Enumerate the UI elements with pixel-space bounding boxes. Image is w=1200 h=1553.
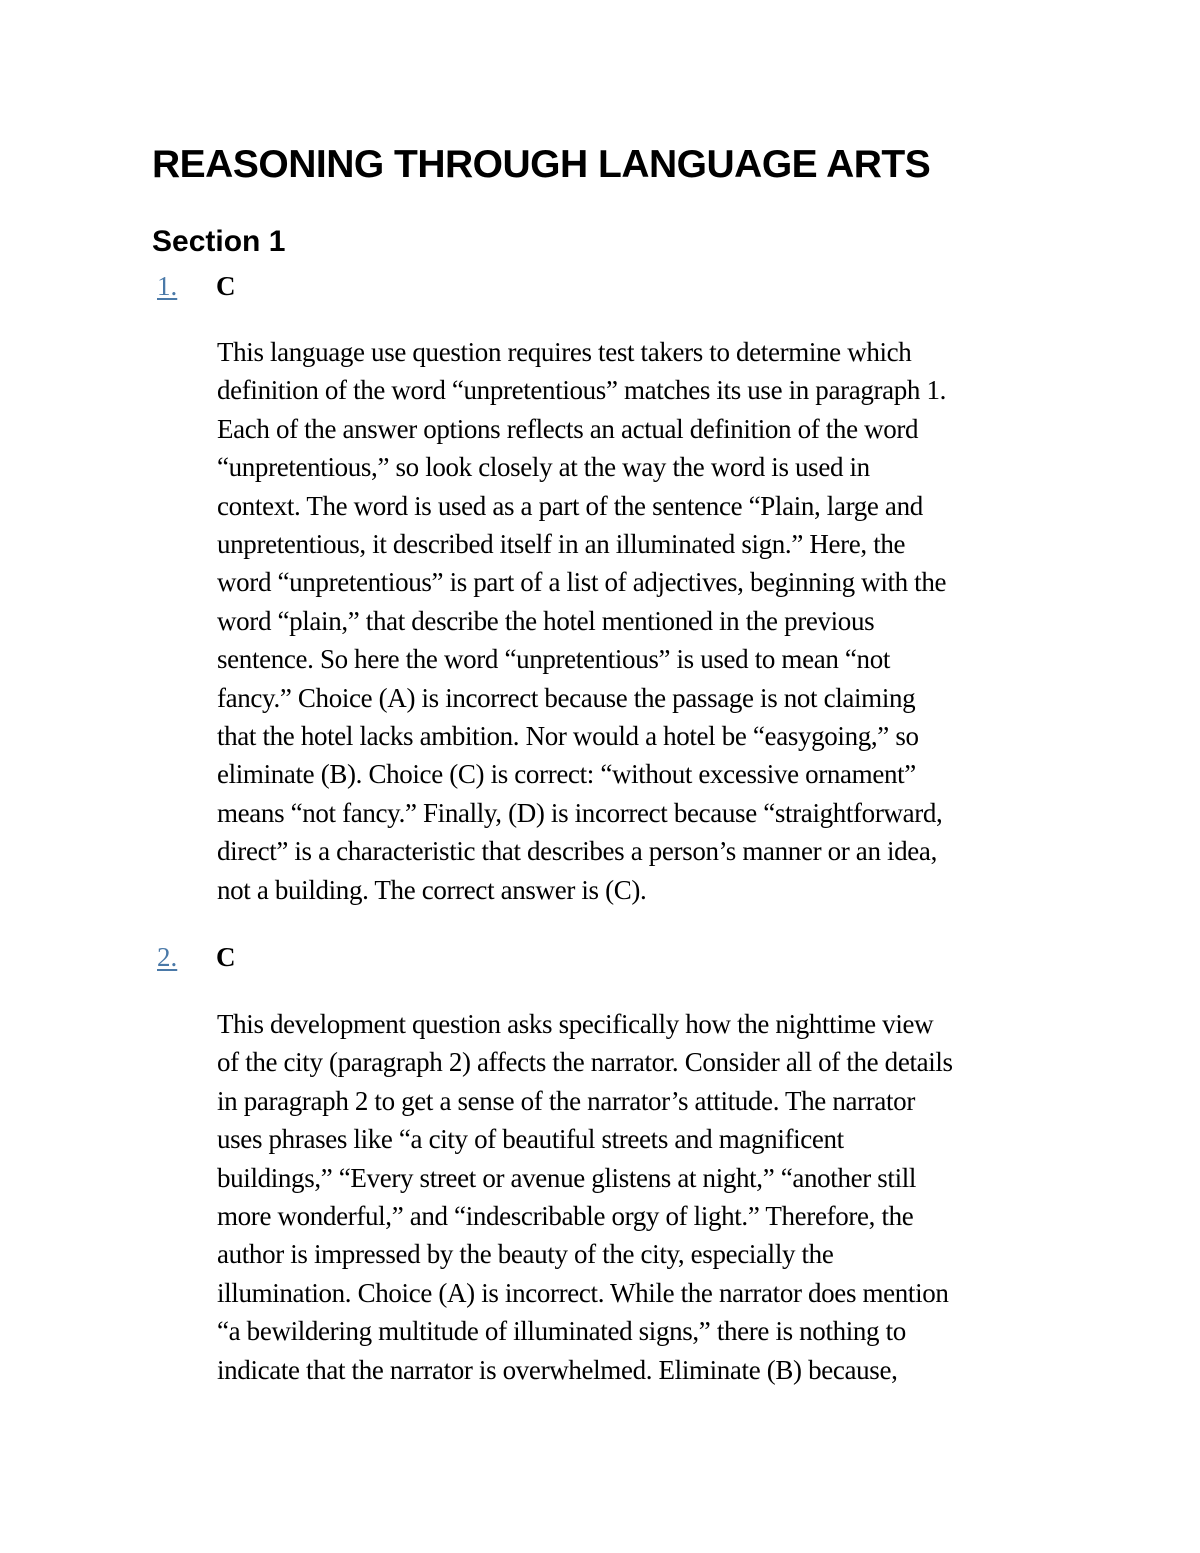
question-2-explanation [217,1005,1077,1389]
explanation-line: means “not fancy.” Finally, (D) is incorrect because “straightforward, [217,797,943,828]
explanation-line: unpretentious, it described itself in an illuminated sign.” Here, the [217,529,906,560]
explanation-line: not a building. The correct answer is (C). [217,874,647,905]
explanation-line: fancy.” Choice (A) is incorrect because the passage is not claiming [217,682,916,713]
explanation-line: “a bewildering multitude of illuminated signs,” there is nothing to [217,1316,906,1347]
question-2-link[interactable]: 2. [157,942,178,972]
explanation-line: word “unpretentious” is part of a list of adjectives, beginning with the [217,567,947,598]
page-title: REASONING THROUGH LANGUAGE ARTS [152,143,931,186]
explanation-line: This development question asks specifically how the nighttime view [217,1009,934,1039]
explanation-line: This language use question requires test takers to determine which [217,337,912,367]
explanation-line: word “plain,” that describe the hotel mentioned in the previous [217,605,875,636]
explanation-line: in paragraph 2 to get a sense of the narrator’s attitude. The narrator [217,1085,915,1116]
explanation-line: definition of the word “unpretentious” matches its use in paragraph 1. [217,375,947,406]
explanation-line: sentence. So here the word “unpretentious” is used to mean “not [217,644,890,675]
question-1-explanation [217,333,1077,909]
explanation-line: more wonderful,” and “indescribable orgy of light.” Therefore, the [217,1201,914,1232]
explanation-line: Each of the answer options reflects an actual definition of the word [217,413,919,444]
explanation-line: author is impressed by the beauty of the city, especially the [217,1239,834,1270]
question-1-answer: C [216,271,236,301]
section-heading: Section 1 [152,225,286,258]
explanation-line: indicate that the narrator is overwhelmed. Eliminate (B) because, [217,1354,898,1385]
explanation-line: uses phrases like “a city of beautiful streets and magnificent [217,1124,844,1155]
explanation-line: eliminate (B). Choice (C) is correct: “without excessive ornament” [217,759,916,790]
question-2-answer: C [216,942,236,972]
explanation-line: context. The word is used as a part of the sentence “Plain, large and [217,490,923,521]
explanation-line: that the hotel lacks ambition. Nor would a hotel be “easygoing,” so [217,721,919,752]
explanation-line: of the city (paragraph 2) affects the narrator. Consider all of the details [217,1047,953,1078]
explanation-line: direct” is a characteristic that describes a person’s manner or an idea, [217,836,937,867]
explanation-line: illumination. Choice (A) is incorrect. While the narrator does mention [217,1277,949,1308]
explanation-line: “unpretentious,” so look closely at the way the word is used in [217,452,870,483]
explanation-line: buildings,” “Every street or avenue glistens at night,” “another still [217,1162,917,1193]
question-1-link[interactable]: 1. [157,271,178,301]
